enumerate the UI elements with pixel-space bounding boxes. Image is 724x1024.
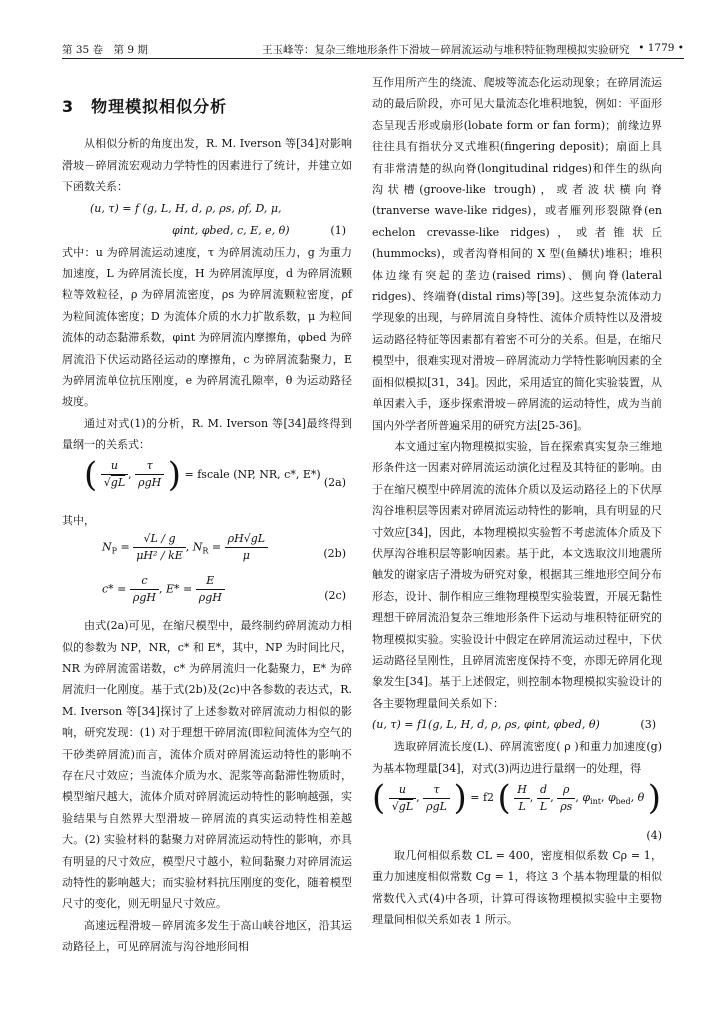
equation-1-line-1: (u, τ) = f (g, L, H, d, ρ, ρs, ρf, D, μ, xyxy=(90,201,282,215)
equation-2b: $N_P$ = $\frac{√L / g}{\text{μH² / kE}}$ , $N_R$ = $\frac{\rho H√gL}{\mu}$ (2b) xyxy=(102,532,346,563)
equation-number: (4) xyxy=(646,829,662,842)
paragraph: 式中：u 为碎屑流运动速度，τ 为碎屑流动压力，g 为重力加速度，L 为碎屑流长度，H 为碎屑流厚度，d 为碎屑流颗粒等效粒径，ρ 为碎屑流密度，ρs 为碎屑流颗粒密度，ρf 为粒间流体密度；D 为流体介质的水力扩散系数，μ 为粒间流体的动态黏滞系数，φint 为碎屑流内摩擦角，φbed 为碎屑流沿下伏运动路径运动的摩擦角，c 为碎屑流黏聚力，E 为碎屑流单位抗压刚度，e 为碎屑流孔隙率，θ 为运动路径坡度。 xyxy=(62,245,352,409)
paragraph: 通过对式(1)的分析，R. M. Iverson 等[34]最终得到量纲一的关系式： xyxy=(62,416,352,452)
paragraph: 从相似分析的角度出发，R. M. Iverson 等[34]对影响滑坡－碎屑流宏观动力学特性的因素进行了统计，并建立如下函数关系： xyxy=(62,137,352,194)
running-header xyxy=(62,36,684,59)
paragraph: 选取碎屑流长度(L)、碎屑流密度( ρ )和重力加速度(g)为基本物理量[34]，对式(3)两边进行量纲一的处理，得 xyxy=(372,740,662,775)
right-column xyxy=(372,72,662,931)
running-title: 王玉峰等：复杂三维地形条件下滑坡－碎屑流运动与堆积特征物理模拟实验研究 xyxy=(262,44,630,56)
paragraph: 高速远程滑坡－碎屑流多发生于高山峡谷地区，沿其运动路径上，可见碎屑流与沟谷地形间相 xyxy=(62,918,352,954)
volume-issue: 第 35 卷 第 9 期 xyxy=(62,44,148,56)
equation-number: (1) xyxy=(330,223,346,237)
paragraph: 其中， xyxy=(62,513,95,527)
paragraph: 取几何相似系数 CL = 400，密度相似系数 Cρ = 1，重力加速度相似常数 Cg = 1，将这 3 个基本物理量的相似常数代入式(4)中各项，计算可得该物理模拟实验中主要物理量间相似关系如表 1 所示。 xyxy=(372,849,662,927)
left-column xyxy=(62,72,352,958)
equation-3: (u, τ) = f1(g, L, H, d, ρ, ρs, φint, φbed, θ) (3) xyxy=(372,718,656,732)
equation-4: ( $\frac{u}{√gL}$ , $\frac{\tau}{\text{ρgL}}$ ) = f2 ( $\frac{H}{L}$ , $\frac{d}{L}$ , $\frac{\rho}{\rho s}$ , $\varphi_{int}$, $\varphi_{bed}$, θ ) xyxy=(372,778,662,818)
paragraph: 互作用所产生的绕流、爬坡等流态化运动现象；在碎屑流运动的最后阶段，亦可见大量流态化堆积地貌，例如：平面形态呈现舌形或扇形(lobate form or fan form)；前缘边界往往具有指状分叉式堆积(fingering deposit)；扇面上具有非常清楚的纵向脊(longitudinal ridges)和伴生的纵向沟状槽(groove-like trough)，或者波状横向脊(tranverse wave-like ridges)，或者雁列形裂隙脊(en echelon crevasse-like ridges)，或者锥状丘(hummocks)，或者沟脊相间的 X 型(鱼鳞状)堆积；堆积体边缘有突起的垄边(raised rims)、侧向脊(lateral ridges)、终端脊(distal rims)等[39]。这些复杂流体动力学现象的出现，与碎屑流自身特性、流体介质特性以及滑坡运动路径特征等因素都有着密不可分的关系。但是，在缩尺模型中，很难实现对滑坡－碎屑流动力学特性影响因素的全面相似模拟[31，34]。因此，采用适宜的简化实验装置，从单因素入手，逐步探索滑坡－碎屑流的运动特性，成为当前国内外学者所普遍采用的研究方法[25-36]。 xyxy=(372,76,662,432)
page-number: • 1779 • xyxy=(638,42,684,54)
equation-2a: ( $\frac{u}{√gL}$ , $\frac{\tau}{\text{ρgH}}$ ) = fscale (NP, NR, c*, E*) (2a) xyxy=(84,454,346,495)
section-title: 3 物理模拟相似分析 xyxy=(62,97,228,116)
equation-2c: c* = $\frac{c}{\text{ρgH}}$ , E* = $\frac{E}{\text{ρgH}}$ (2c) xyxy=(102,574,346,605)
equation-1-line-2: φint, φbed, c, E, e, θ) (1) xyxy=(62,220,352,242)
paragraph: 本文通过室内物理模拟实验，旨在探索真实复杂三维地形条件这一因素对碎屑流运动演化过程及其特征的影响。由于在缩尺模型中碎屑流的流体介质以及运动路径上的下伏厚沟谷堆积层等因素对碎屑流运动特性的影响，具有明显的尺寸效应[34]，因此，本物理模拟实验暂不考虑流体介质及下伏厚沟谷堆积层等影响因素。基于此，本文选取汶川地震所触发的谢家店子滑坡为研究对象，根据其三维地形空间分布形态，设计、制作相应三维物理模型实验装置，开展无黏性理想干碎屑流沿复杂三维地形条件下运动与堆积特征研究的物理模拟实验。实验设计中假定在碎屑流运动过程中，下伏运动路径呈刚性，且碎屑流密度保持不变，亦即无碎屑化现象发生[34]。基于上述假定，则控制本物理模拟实验设计的各主要物理量间关系如下： xyxy=(372,439,662,710)
paragraph: 由式(2a)可见，在缩尺模型中，最终制约碎屑流动力相似的参数为 NP，NR，c* 和 E*，其中，NP 为时间比尺，NR 为碎屑流雷诺数，c* 为碎屑流归一化黏聚力，E* 为碎屑流归一化刚度。基于式(2b)及(2c)中各参数的表达式，R. M. Iverson 等[34]探讨了上述参数对碎屑流动力相似的影响，研究发现：(1) 对于理想干碎屑流(即粒间流体为空气的干砂类碎屑流)而言，流体介质对碎屑流运动特性的影响不存在尺寸效应；当流体介质为水、泥浆等高黏滞性物质时，模型缩尺越大，流体介质对碎屑流运动特性的影响越强，实验结果与自然界大型滑坡－碎屑流的真实运动特性相差越大。(2) 实验材料的黏聚力对碎屑流运动特性的影响，亦具有明显的尺寸效应，模型尺寸越小，粒间黏聚力对碎屑流运动特性的影响越大；而实验材料抗压刚度的变化，随着模型尺寸的变化，则无明显尺寸效应。 xyxy=(62,619,352,911)
